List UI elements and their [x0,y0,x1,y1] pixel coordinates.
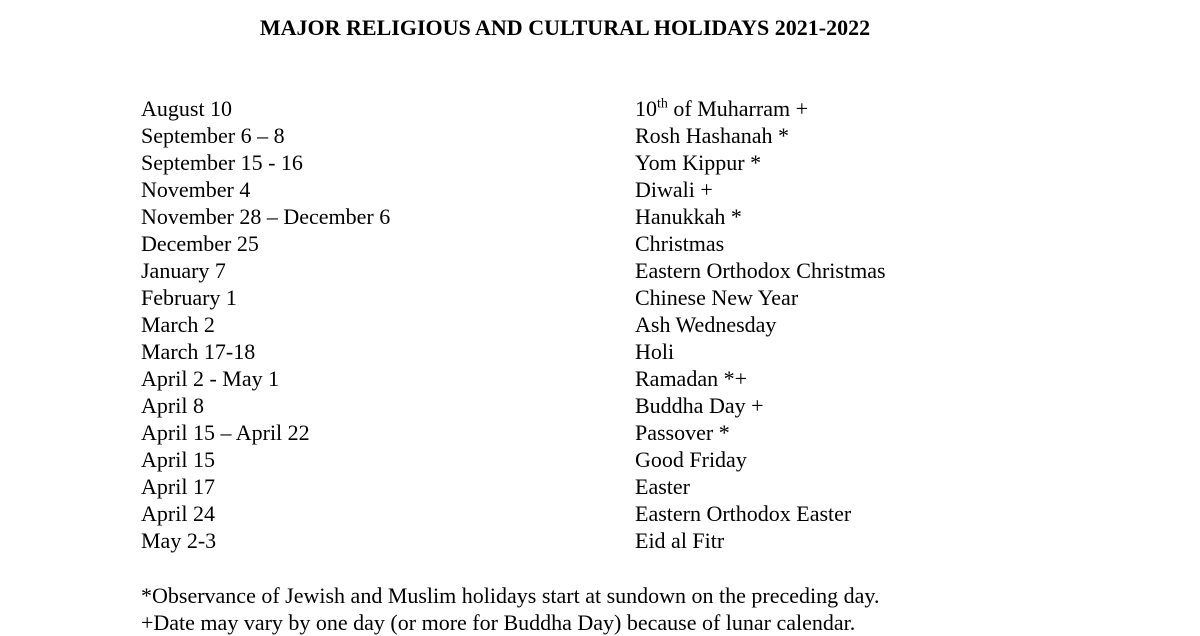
holiday-row [141,176,1101,203]
holiday-date: May 2-3 [141,528,217,553]
holiday-name: Rosh Hashanah * [635,123,789,148]
holiday-list [141,95,1101,554]
holiday-name: Good Friday [635,447,747,472]
holiday-row [141,257,1101,284]
holiday-name-text: of Muharram + [667,96,808,121]
holiday-date: April 8 [141,393,204,418]
holiday-date: April 24 [141,501,215,526]
holiday-row [141,500,1101,527]
holiday-name: Holi [635,339,675,364]
holiday-name: Yom Kippur * [635,150,762,175]
footnotes [141,582,1141,636]
holiday-row [141,230,1101,257]
holiday-date: April 17 [141,474,215,499]
holiday-name: Eastern Orthodox Christmas [635,258,886,283]
holiday-date: March 2 [141,312,215,337]
holiday-date: November 28 – December 6 [141,204,391,229]
holiday-name: Ash Wednesday [635,312,777,337]
holiday-name: Eid al Fitr [635,528,725,553]
holiday-row [141,473,1101,500]
holiday-date: April 2 - May 1 [141,366,280,391]
holiday-name: Ramadan *+ [635,366,747,391]
holiday-row [141,149,1101,176]
holiday-name: Passover * [635,420,730,445]
holiday-name: Diwali + [635,177,713,202]
holiday-row [141,338,1101,365]
holiday-date: November 4 [141,177,251,202]
holiday-row [141,284,1101,311]
holiday-date: April 15 [141,447,215,472]
holiday-row [141,446,1101,473]
holiday-date: September 15 - 16 [141,150,303,175]
holiday-row [141,365,1101,392]
holiday-row [141,203,1101,230]
holiday-name: Christmas [635,231,725,256]
holiday-name: Easter [635,474,690,499]
holiday-date: September 6 – 8 [141,123,285,148]
document-title: MAJOR RELIGIOUS AND CULTURAL HOLIDAYS 2021-2022 [259,15,871,40]
holiday-row [141,311,1101,338]
holiday-name-ordinal-suffix: th [657,96,668,112]
holiday-name: Hanukkah * [635,204,742,229]
holiday-name-number: 10 [635,96,657,121]
holiday-name: Eastern Orthodox Easter [635,501,852,526]
holiday-date: January 7 [141,258,226,283]
holiday-name: Chinese New Year [635,285,799,310]
footnote-plus: +Date may vary by one day (or more for Buddha Day) because of lunar calendar. [141,610,856,635]
holiday-row [141,122,1101,149]
holiday-date: December 25 [141,231,259,256]
holiday-row [141,95,1101,122]
holiday-date: February 1 [141,285,237,310]
holiday-name: Buddha Day + [635,393,764,418]
holiday-row [141,419,1101,446]
holiday-row [141,527,1101,554]
footnote-asterisk: *Observance of Jewish and Muslim holidays start at sundown on the preceding day. [141,583,880,608]
holiday-date: April 15 – April 22 [141,420,310,445]
holiday-date: March 17-18 [141,339,256,364]
holiday-date: August 10 [141,96,233,121]
holiday-name [635,95,1101,122]
holiday-row [141,392,1101,419]
